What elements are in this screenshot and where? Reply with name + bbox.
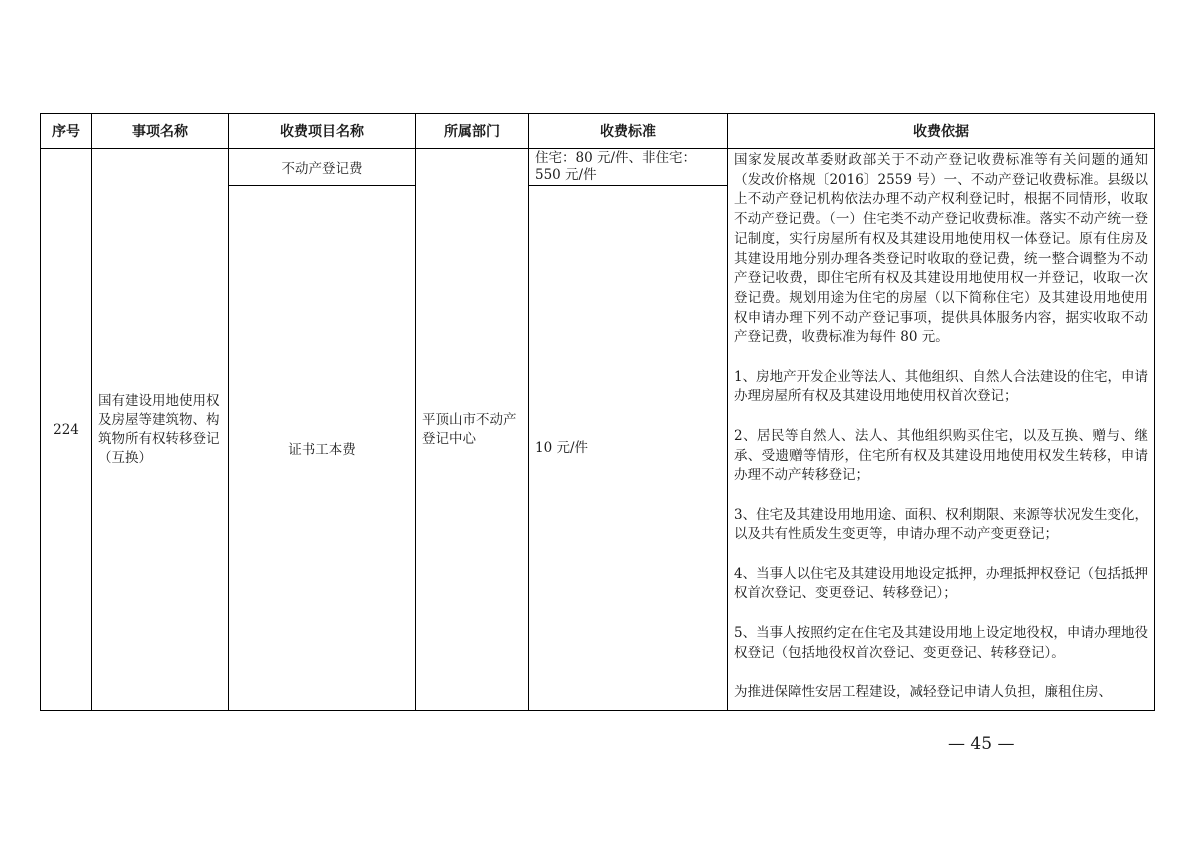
cell-department: 平顶山市不动产登记中心 bbox=[416, 149, 529, 711]
cell-fee-standard-1: 住宅：80 元/件、非住宅：550 元/件 bbox=[529, 149, 728, 186]
cell-fee-basis bbox=[728, 149, 1155, 711]
basis-tail: 为推进保障性安居工程建设，减轻登记申请人负担，廉租住房、 bbox=[734, 683, 1112, 700]
table-row bbox=[41, 149, 1155, 186]
fee-table bbox=[40, 113, 1155, 711]
header-fee-standard: 收费标准 bbox=[529, 114, 728, 149]
header-item-name: 事项名称 bbox=[92, 114, 229, 149]
cell-item-name: 国有建设用地使用权及房屋等建筑物、构筑物所有权转移登记（互换） bbox=[92, 149, 229, 711]
basis-item-5: 5、当事人按照约定在住宅及其建设用地上设定地役权，申请办理地役权登记（包括地役权首次登记、变更登记、转移登记）。 bbox=[734, 624, 1148, 661]
header-fee-basis: 收费依据 bbox=[728, 114, 1155, 149]
header-seq: 序号 bbox=[41, 114, 92, 149]
cell-seq: 224 bbox=[41, 149, 92, 711]
header-fee-item: 收费项目名称 bbox=[229, 114, 416, 149]
header-department: 所属部门 bbox=[416, 114, 529, 149]
header-row bbox=[41, 114, 1155, 149]
page-number: — 45 — bbox=[948, 734, 1015, 754]
cell-fee-standard-2: 10 元/件 bbox=[529, 186, 728, 711]
basis-item-4: 4、当事人以住宅及其建设用地设定抵押，办理抵押权登记（包括抵押权首次登记、变更登记、转移登记）； bbox=[734, 565, 1148, 602]
cell-fee-item-1: 不动产登记费 bbox=[229, 149, 416, 186]
basis-item-2: 2、居民等自然人、法人、其他组织购买住宅，以及互换、赠与、继承、受遗赠等情形，住宅所有权及其建设用地使用权发生转移，申请办理不动产转移登记； bbox=[734, 427, 1148, 484]
basis-intro: 国家发展改革委财政部关于不动产登记收费标准等有关问题的通知（发改价格规〔2016〕2559 号）一、不动产登记收费标准。县级以上不动产登记机构依法办理不动产权利登记时，根据不同情形，收取不动产登记费。（一）住宅类不动产登记收费标准。落实不动产统一登记制度，实行房屋所有权及其建设用地使用权一体登记。原有住房及其建设用地分别办理各类登记时收取的登记费，统一整合调整为不动产登记收费，即住宅所有权及其建设用地使用权一并登记，收取一次登记费。规划用途为住宅的房屋（以下简称住宅）及其建设用地使用权申请办理下列不动产登记事项，提供具体服务内容，据实收取不动产登记费，收费标准为每件 80 元。 bbox=[734, 152, 1148, 346]
basis-item-3: 3、住宅及其建设用地用途、面积、权利期限、来源等状况发生变化，以及共有性质发生变更等，申请办理不动产变更登记； bbox=[734, 506, 1148, 543]
cell-fee-item-2: 证书工本费 bbox=[229, 186, 416, 711]
basis-item-1: 1、房地产开发企业等法人、其他组织、自然人合法建设的住宅，申请办理房屋所有权及其建设用地使用权首次登记； bbox=[734, 368, 1148, 405]
